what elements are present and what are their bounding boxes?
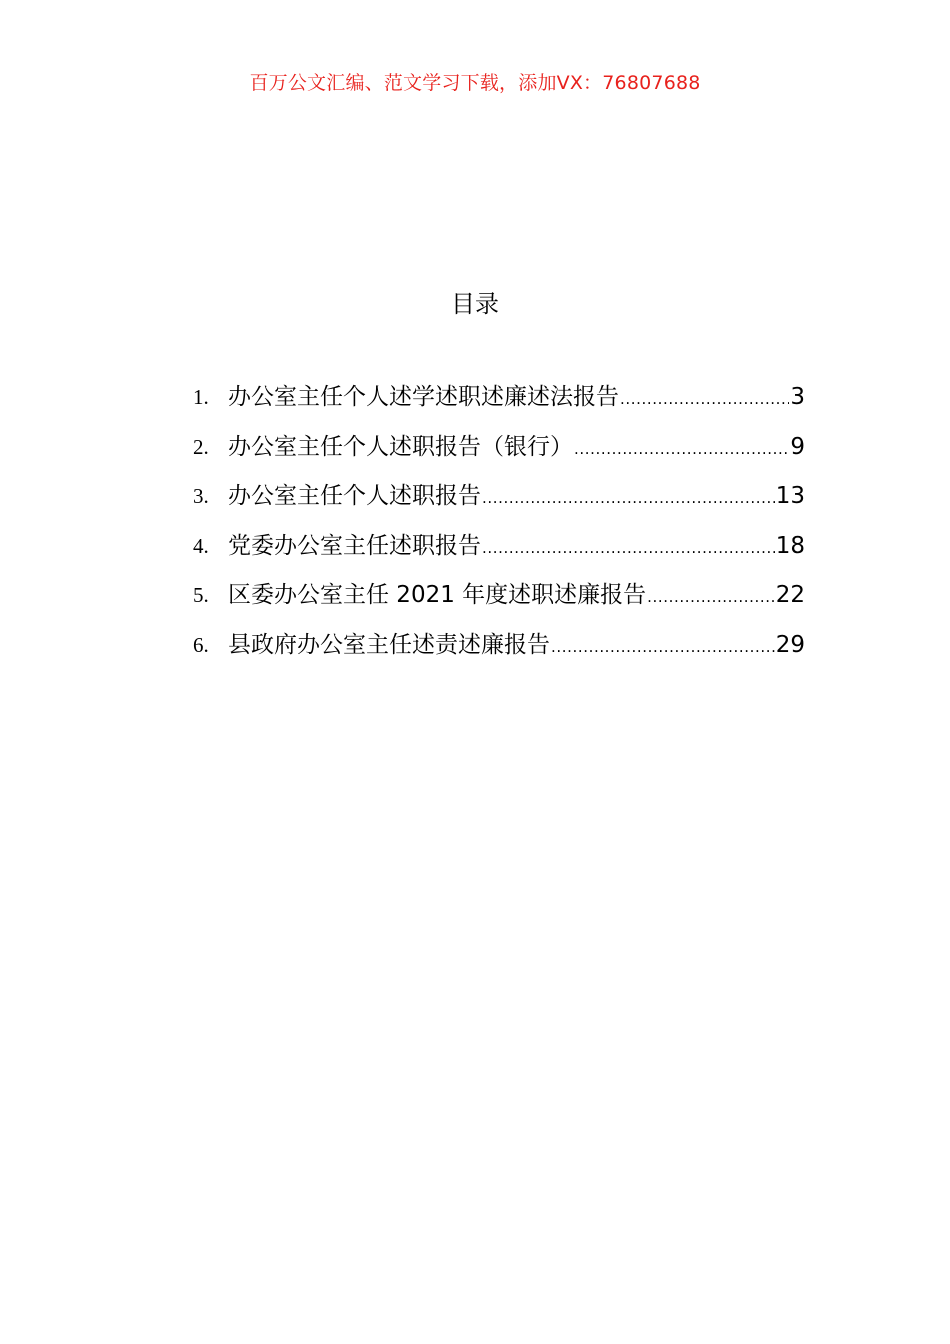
toc-entry-number: 1.	[193, 385, 209, 409]
toc-dot-leader	[647, 582, 775, 608]
toc-entry[interactable]	[193, 576, 805, 626]
header-banner: 百万公文汇编、范文学习下载，添加VX：76807688	[249, 72, 701, 94]
toc-entry[interactable]	[193, 527, 805, 577]
toc-entry-number: 2.	[193, 434, 209, 459]
toc-entry[interactable]	[193, 477, 805, 527]
toc-entry-title: 办公室主任个人述职报告（银行）	[228, 433, 573, 460]
toc-entry-title: 办公室主任个人述学述职述廉述法报告	[228, 384, 619, 410]
toc-dot-leader	[482, 533, 775, 559]
toc-dot-leader	[482, 483, 775, 509]
toc-entry-page: 13	[775, 483, 805, 510]
toc-entry-title: 县政府办公室主任述责述廉报告	[228, 631, 550, 658]
toc-dot-leader	[620, 384, 789, 410]
toc-entry[interactable]	[193, 428, 805, 478]
toc-entry-number: 6.	[193, 632, 209, 657]
toc-entry-page: 29	[775, 631, 805, 658]
toc-dot-leader	[574, 434, 789, 460]
toc-entry-title: 党委办公室主任述职报告	[228, 532, 481, 559]
toc-entry[interactable]	[193, 378, 805, 428]
toc-entry[interactable]	[193, 626, 805, 676]
toc-title: 目录	[451, 290, 499, 318]
toc-entry-page: 18	[775, 532, 805, 559]
toc-entry-page: 9	[790, 433, 805, 460]
toc-entry-page: 22	[775, 582, 805, 609]
toc-dot-leader	[551, 632, 775, 658]
toc-entry-number: 5.	[193, 583, 209, 608]
toc-entry-title: 办公室主任个人述职报告	[228, 483, 481, 510]
table-of-contents	[193, 378, 805, 676]
toc-entry-page: 3	[790, 384, 805, 410]
toc-entry-number: 4.	[193, 533, 209, 558]
toc-entry-number: 3.	[193, 484, 209, 509]
toc-entry-title: 区委办公室主任 2021 年度述职述廉报告	[228, 582, 647, 609]
